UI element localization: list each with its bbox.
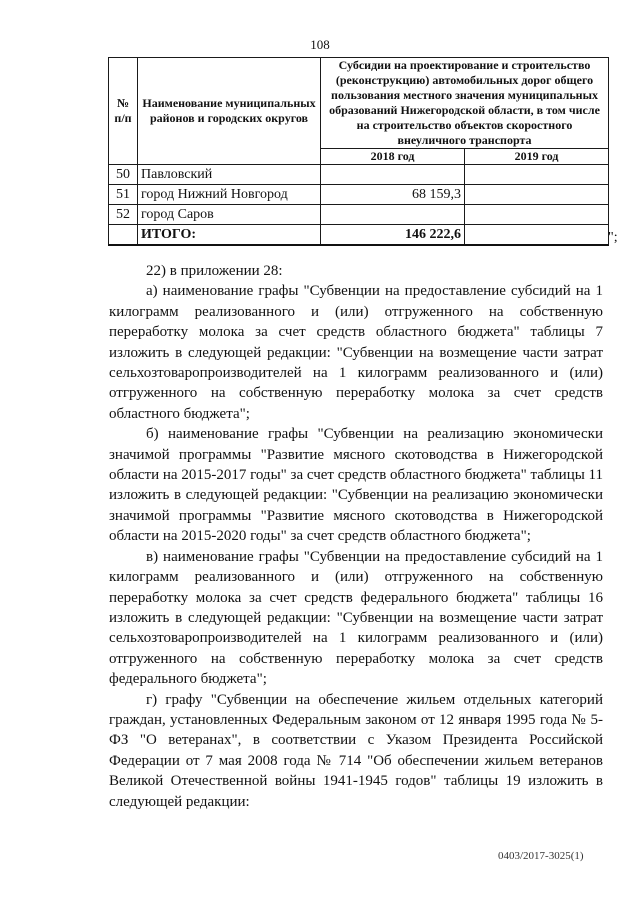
table-closing-quote: "; [608,230,618,245]
header-year-2019: 2019 год [465,149,609,165]
paragraph-item-a: а) наименование графы "Субвенции на предоставление субсидий на 1 килограмм реализованного и (или) отгруженного на собственную переработку молока за счет средств областного бюджета" таблицы 7 изложить в следующей редакции: "Субвенции на возмещение части затрат сельхозтоваропроизводителей на 1 килограмм реализованного и (или) отгруженного на собственную переработку молока за счет средств областного бюджета"; [109,283,603,422]
row-amount-2019 [465,205,609,225]
total-amount-2018: 146 222,6 [321,225,465,246]
header-year-2018: 2018 год [321,149,465,165]
row-amount-2018 [321,165,465,185]
row-municipality: город Саров [138,205,321,225]
table-total-row [109,225,609,246]
paragraph-item-v: в) наименование графы "Субвенции на предоставление субсидий на 1 килограмм реализованного и (или) отгруженного на собственную переработку молока за счет средств федерального бюджета" таблицы 16 изложить в следующей редакции: "Субвенции на возмещение части затрат сельхозтоваропроизводителей на 1 килограмм реализованного и (или) отгруженного на собственную переработку молока за счет средств федерального бюджета"; [109,548,603,688]
row-amount-2019 [465,185,609,205]
table-row [109,205,609,225]
row-number: 51 [109,185,138,205]
row-municipality: город Нижний Новгород [138,185,321,205]
paragraph-item-g: г) графу "Субвенции на обеспечение жильем отдельных категорий граждан, установленных Федеральным законом от 12 января 1995 года № 5-ФЗ "О ветеранах", в соответствии с Указом Президента Российской Федерации от 7 мая 2008 года № 714 "Об обеспечении жильем ветеранов Великой Отечественной войны 1941-1945 годов" таблицы 19 изложить в следующей редакции: [109,691,603,810]
row-municipality: Павловский [138,165,321,185]
total-amount-2019 [465,225,609,246]
row-number: 50 [109,165,138,185]
header-number: № п/п [109,58,138,165]
paragraph-item-b: б) наименование графы "Субвенции на реализацию экономически значимой программы "Развитие мясного скотоводства в Нижегородской области на 2015-2017 годы" за счет средств областного бюджета" таблицы 11 изложить в следующей редакции: "Субвенции на реализацию экономически значимой программы "Развитие мясного скотоводства в Нижегородской области на 2015-2020 годы" за счет средств областного бюджета"; [109,426,603,545]
subsidy-table [108,57,609,246]
row-amount-2019 [465,165,609,185]
table-row [109,185,609,205]
row-amount-2018: 68 159,3 [321,185,465,205]
paragraph-item-22: 22) в приложении 28: [146,263,283,279]
row-number: 52 [109,205,138,225]
table-row [109,165,609,185]
total-label: ИТОГО: [138,225,321,246]
amendment-text [109,261,603,812]
row-amount-2018 [321,205,465,225]
header-municipality: Наименование муниципальных районов и городских округов [138,58,321,165]
page-number: 108 [310,37,330,52]
header-subsidy: Субсидии на проектирование и строительство (реконструкцию) автомобильных дорог общего пользования местного значения муниципальных образований Нижегородской области, в том числе на строительство объектов скоростного внеуличного транспорта [321,58,609,149]
document-code: 0403/2017-3025(1) [498,850,584,862]
